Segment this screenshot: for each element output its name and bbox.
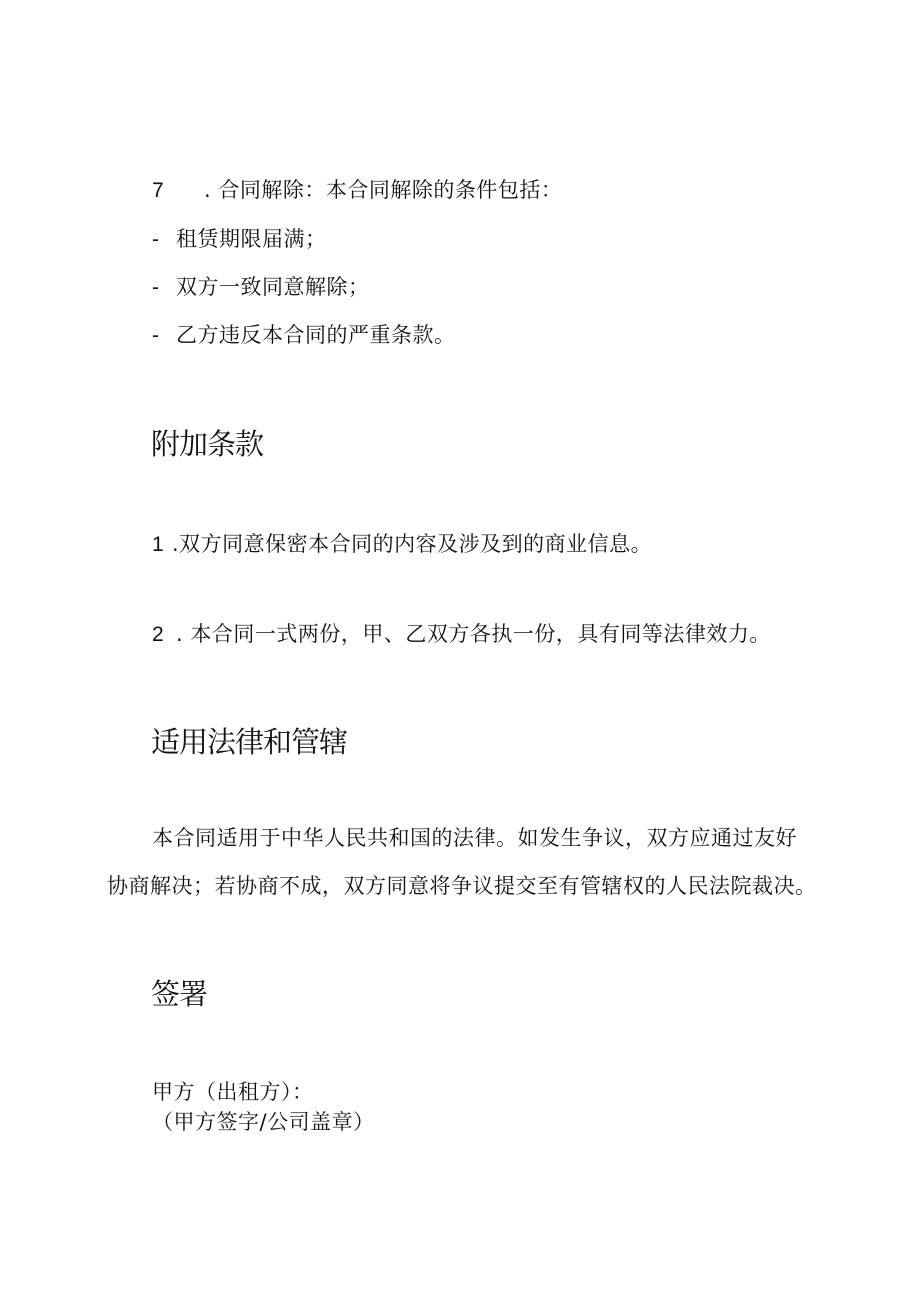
section-heading-signature: 签署 [151,977,208,1011]
section-heading-law: 适用法律和管辖 [151,725,348,759]
party-a-label: 甲方（出租方）： [152,1080,314,1104]
clause-number: 1 [152,533,165,556]
clause-7 [152,175,562,206]
clause-2 [152,619,771,650]
clause-number: 7 [152,179,165,202]
bullet-dash: - [152,276,160,299]
clause-text: . 本合同一式两份，甲、乙双方各执一份，具有同等法律效力。 [176,622,771,646]
clause-text: .双方同意保密本合同的内容及涉及到的商业信息。 [172,532,653,556]
list-item [152,224,327,255]
list-item [152,320,456,351]
clause-number: 2 [152,623,165,646]
party-a-signature-note: （甲方签字/公司盖章） [152,1110,375,1134]
law-paragraph-line-1: 本合同适用于中华人民共和国的法律。如发生争议，双方应通过友好 [152,826,797,850]
list-item [152,272,370,303]
section-heading-additional: 附加条款 [151,427,264,461]
bullet-dash: - [152,324,160,347]
list-item-text: 乙方违反本合同的严重条款。 [176,323,456,347]
list-item-text: 双方一致同意解除； [176,275,370,299]
list-item-text: 租赁期限届满； [176,227,327,251]
clause-1 [152,529,652,560]
law-paragraph-line-2: 协商解决；若协商不成，双方同意将争议提交至有管辖权的人民法院裁决。 [107,874,817,898]
bullet-dash: - [152,228,160,251]
clause-text: . 合同解除：本合同解除的条件包括： [204,178,563,202]
